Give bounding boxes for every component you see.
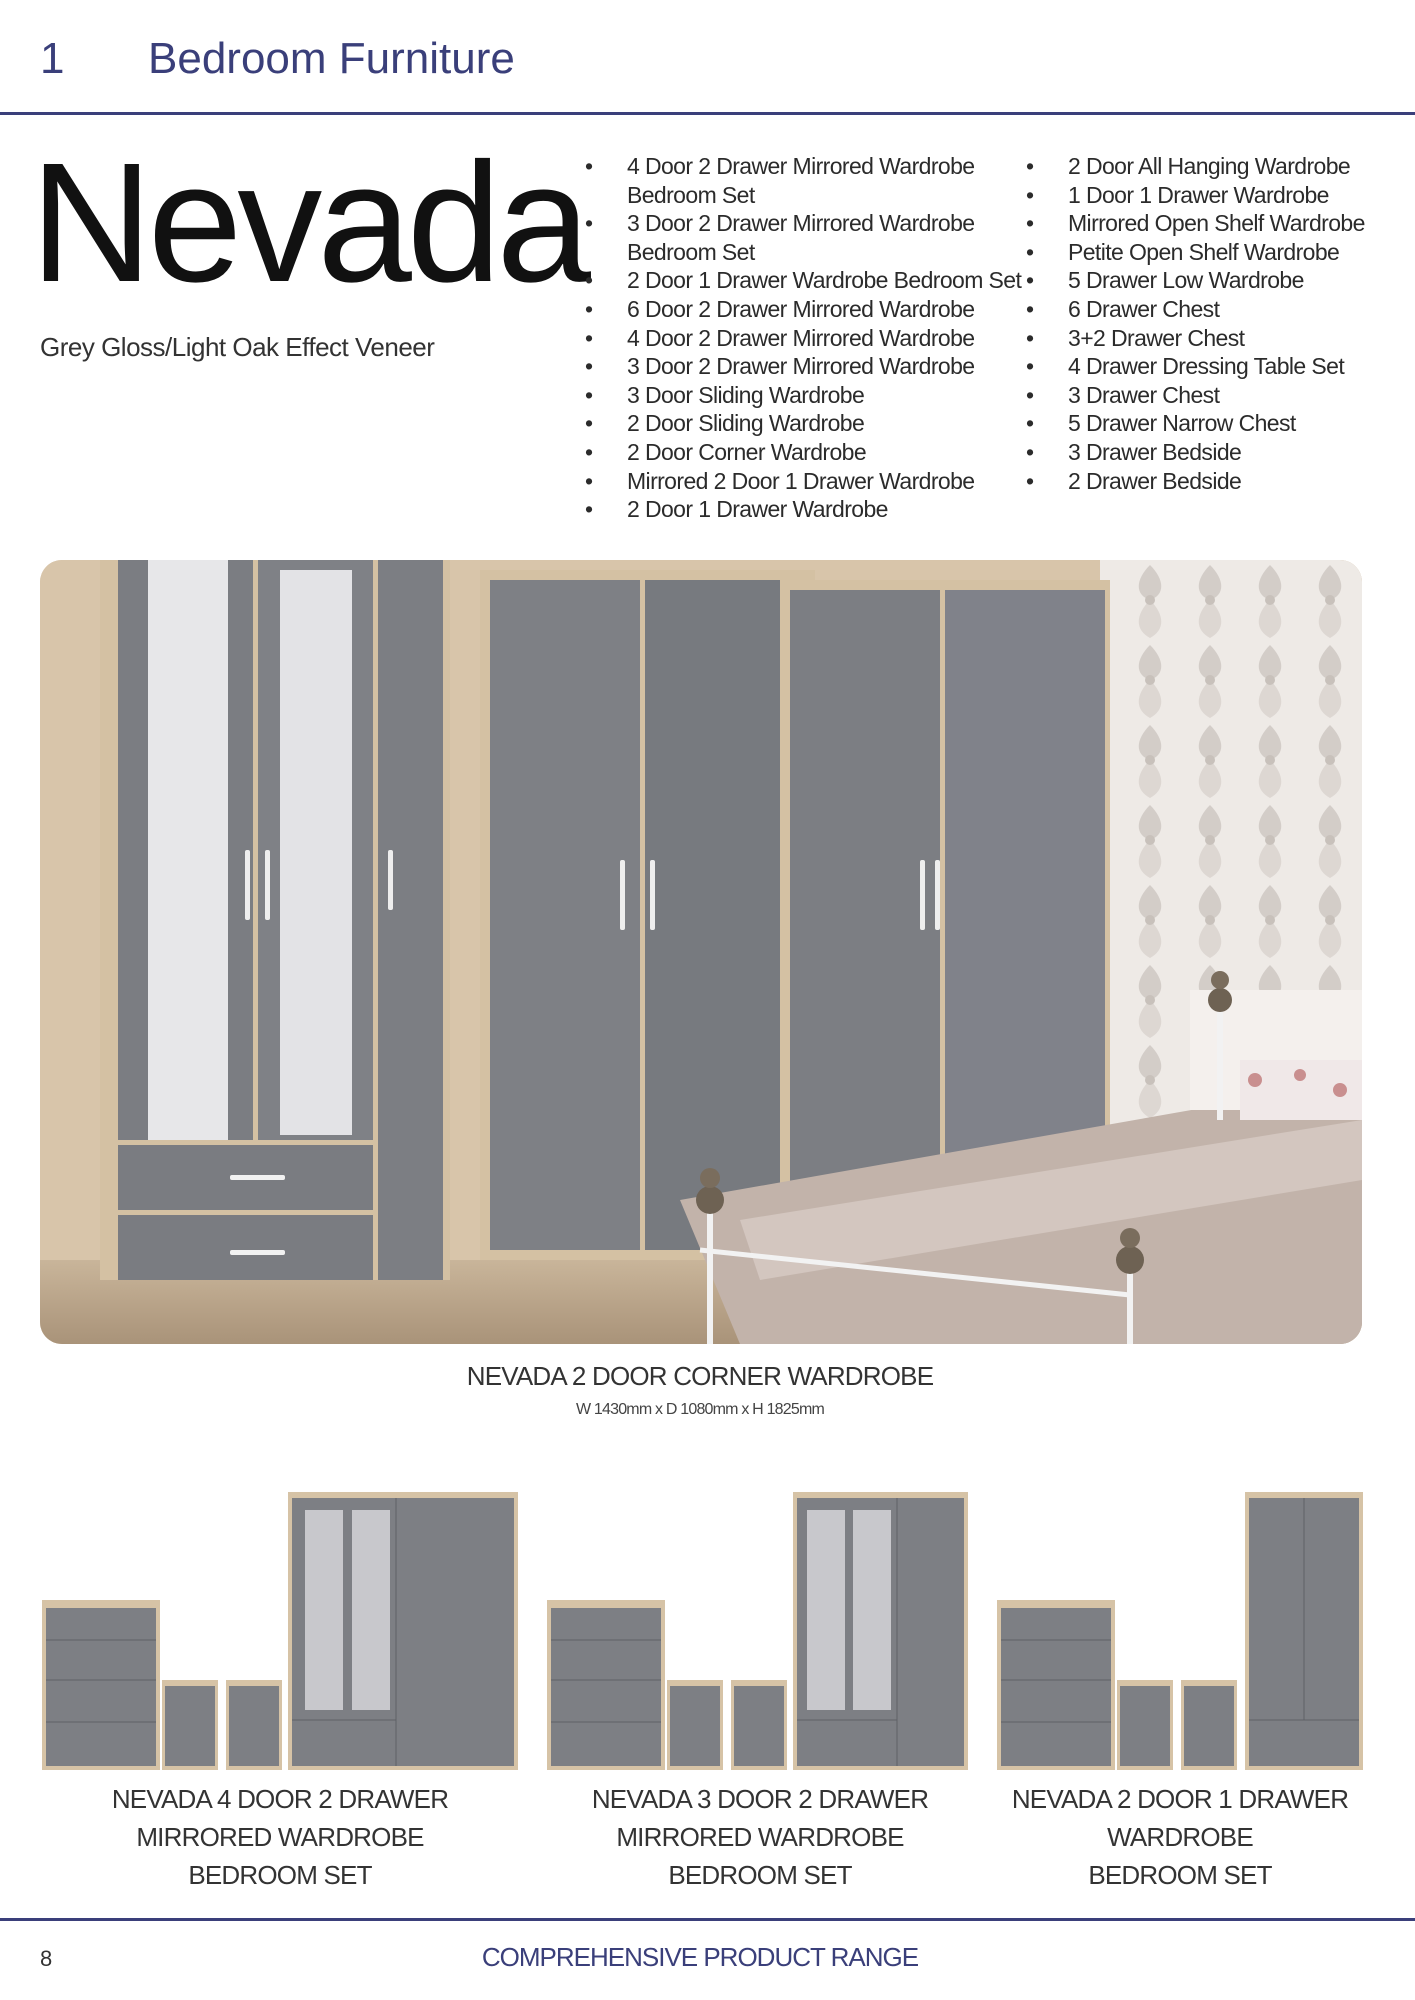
feature-item: • Petite Open Shelf Wardrobe [1026, 238, 1406, 267]
set-caption-line: NEVADA 4 DOOR 2 DRAWER [111, 1784, 449, 1814]
feature-item: • 2 Door Sliding Wardrobe [585, 409, 1025, 438]
feature-item: • 2 Drawer Bedside [1026, 467, 1406, 496]
feature-item: • Mirrored 2 Door 1 Drawer Wardrobe [585, 467, 1025, 496]
footer-rule [0, 1918, 1415, 1921]
feature-list-column-1 [585, 152, 1025, 524]
feature-item: • 3 Door 2 Drawer Mirrored Wardrobe Bedroom Set [585, 209, 1025, 266]
feature-item: • 6 Drawer Chest [1026, 295, 1406, 324]
set-caption-3 [980, 1780, 1380, 1894]
feature-item: • 1 Door 1 Drawer Wardrobe [1026, 181, 1406, 210]
feature-item: • 2 Door All Hanging Wardrobe [1026, 152, 1406, 181]
feature-item: • 3 Door Sliding Wardrobe [585, 381, 1025, 410]
range-finish: Grey Gloss/Light Oak Effect Veneer [40, 332, 435, 362]
set-photo-1 [40, 1490, 520, 1770]
set-caption-1 [40, 1780, 520, 1894]
feature-item: • 4 Door 2 Drawer Mirrored Wardrobe [585, 324, 1025, 353]
set-caption-line: NEVADA 2 DOOR 1 DRAWER [1011, 1784, 1349, 1814]
set-caption-line: BEDROOM SET [668, 1860, 852, 1890]
hero-photo [40, 560, 1362, 1344]
feature-item: • 2 Door 1 Drawer Wardrobe [585, 495, 1025, 524]
set-caption-line: WARDROBE [1107, 1822, 1253, 1852]
feature-list-column-2 [1026, 152, 1406, 495]
feature-item: • Mirrored Open Shelf Wardrobe [1026, 209, 1406, 238]
feature-item: • 6 Door 2 Drawer Mirrored Wardrobe [585, 295, 1025, 324]
set-photo-3 [995, 1490, 1365, 1770]
set-caption-line: BEDROOM SET [1088, 1860, 1272, 1890]
set-caption-line: MIRRORED WARDROBE [136, 1822, 424, 1852]
header-rule [0, 112, 1415, 115]
feature-item: • 3 Drawer Chest [1026, 381, 1406, 410]
footer-text: COMPREHENSIVE PRODUCT RANGE [481, 1942, 919, 1972]
hero-caption: NEVADA 2 DOOR CORNER WARDROBE [466, 1361, 934, 1391]
section-number: 1 [40, 34, 65, 83]
section-title: Bedroom Furniture [148, 34, 515, 83]
feature-item: • 3 Door 2 Drawer Mirrored Wardrobe [585, 352, 1025, 381]
set-caption-line: NEVADA 3 DOOR 2 DRAWER [591, 1784, 929, 1814]
set-caption-line: MIRRORED WARDROBE [616, 1822, 904, 1852]
feature-item: • 3+2 Drawer Chest [1026, 324, 1406, 353]
set-caption-2 [520, 1780, 1000, 1894]
feature-item: • 4 Door 2 Drawer Mirrored Wardrobe Bedroom Set [585, 152, 1025, 209]
range-title: Nevada [30, 128, 586, 318]
feature-item: • 5 Drawer Narrow Chest [1026, 409, 1406, 438]
feature-item: • 2 Door Corner Wardrobe [585, 438, 1025, 467]
set-caption-line: BEDROOM SET [188, 1860, 372, 1890]
feature-item: • 4 Drawer Dressing Table Set [1026, 352, 1406, 381]
feature-item: • 2 Door 1 Drawer Wardrobe Bedroom Set [585, 266, 1025, 295]
feature-item: • 3 Drawer Bedside [1026, 438, 1406, 467]
page-number: 8 [40, 1946, 53, 1971]
feature-item: • 5 Drawer Low Wardrobe [1026, 266, 1406, 295]
hero-dimensions: W 1430mm x D 1080mm x H 1825mm [575, 1401, 825, 1418]
set-photo-2 [545, 1490, 970, 1770]
corner-wardrobe-illustration [40, 560, 1362, 1344]
